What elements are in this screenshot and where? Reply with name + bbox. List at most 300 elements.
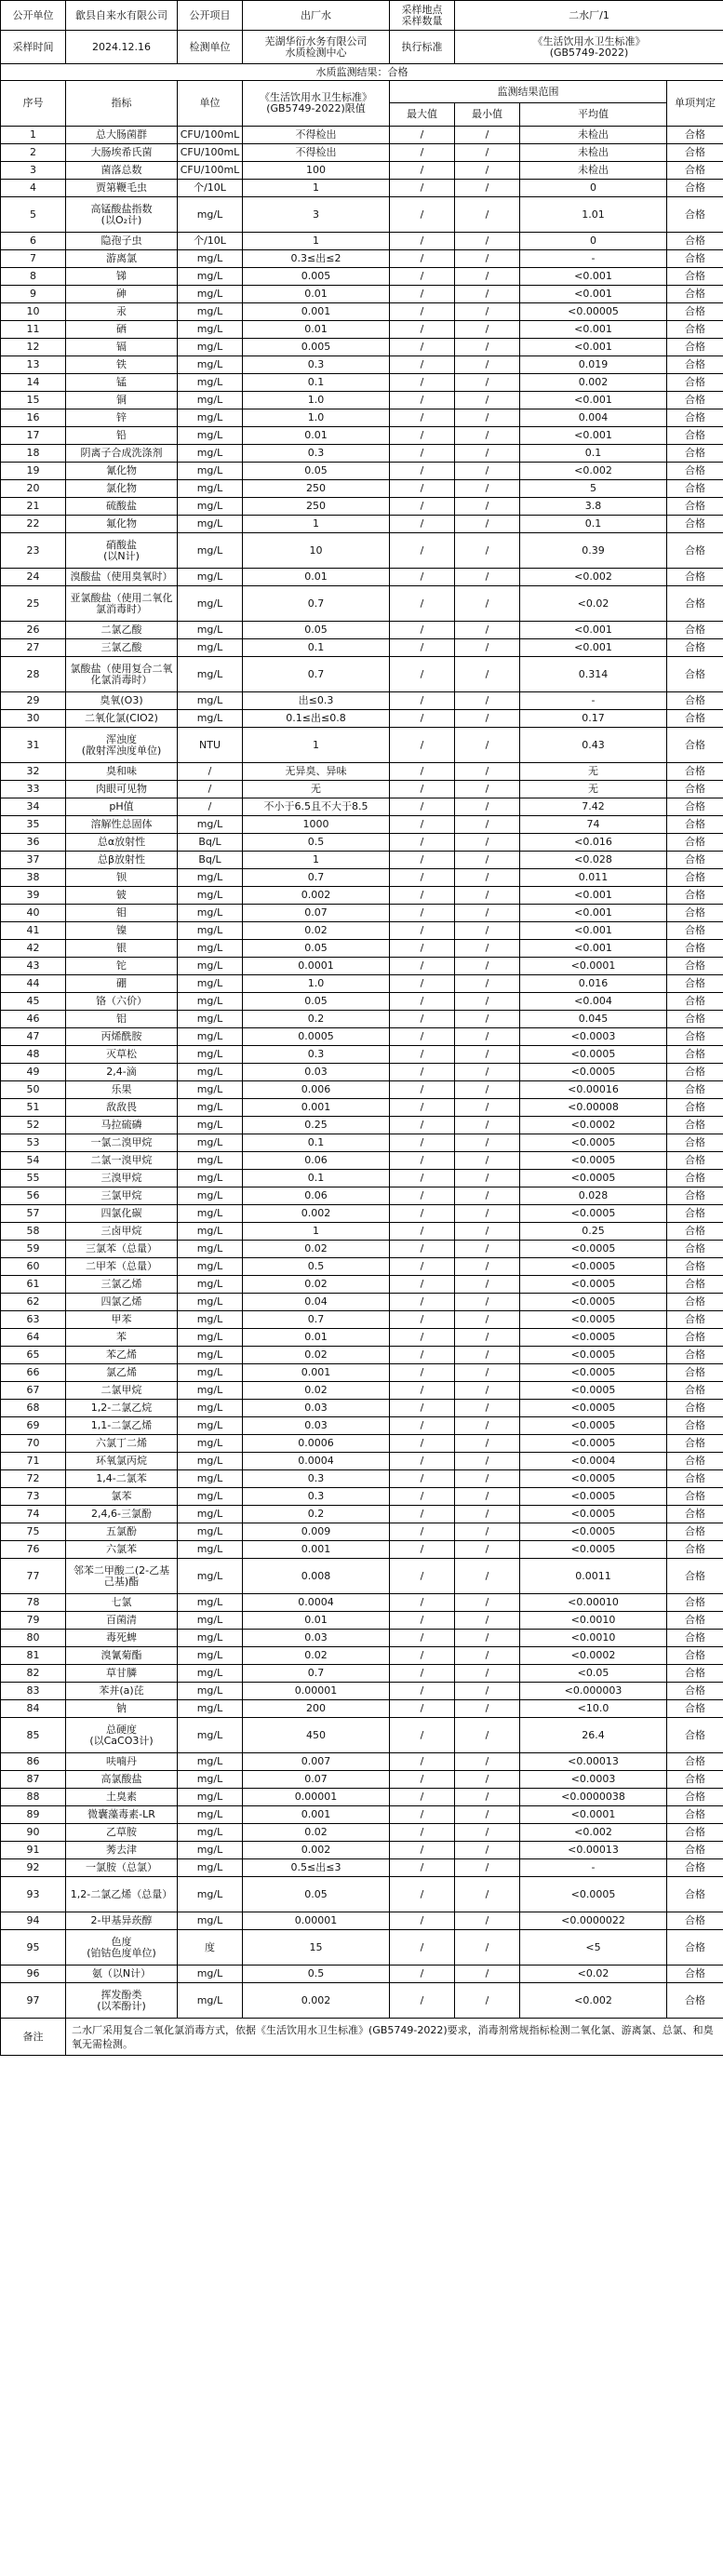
min-value: /: [455, 834, 520, 852]
indicator-name: 苯并(a)芘: [66, 1683, 178, 1700]
limit-value: 0.05: [243, 463, 390, 480]
limit-value: 出≤0.3: [243, 692, 390, 710]
min-value: /: [455, 1700, 520, 1718]
table-row: [1, 127, 723, 144]
table-row: [1, 1506, 723, 1523]
judgement: 合格: [667, 1223, 723, 1241]
min-value: /: [455, 162, 520, 180]
judgement: 合格: [667, 816, 723, 834]
indicator-name: 钼: [66, 905, 178, 922]
table-row: [1, 1117, 723, 1134]
limit-value: 0.5≤出≤3: [243, 1859, 390, 1877]
judgement: 合格: [667, 922, 723, 940]
unit: CFU/100mL: [178, 144, 243, 162]
unit: mg/L: [178, 586, 243, 622]
indicator-name: 隐孢子虫: [66, 233, 178, 250]
judgement: 合格: [667, 1612, 723, 1630]
max-value: /: [390, 852, 455, 869]
limit-value: 0.1≤出≤0.8: [243, 710, 390, 728]
table-row: [1, 1594, 723, 1612]
table-row: [1, 392, 723, 409]
unit: mg/L: [178, 887, 243, 905]
avg-value: 74: [520, 816, 667, 834]
row-no: 13: [1, 356, 66, 374]
avg-value: 未检出: [520, 162, 667, 180]
row-no: 18: [1, 445, 66, 463]
min-value: /: [455, 1753, 520, 1771]
min-value: /: [455, 1258, 520, 1276]
unit: mg/L: [178, 1152, 243, 1170]
max-value: /: [390, 1011, 455, 1028]
max-value: /: [390, 905, 455, 922]
judgement: 合格: [667, 356, 723, 374]
table-row: [1, 1347, 723, 1364]
indicator-name: 七氯: [66, 1594, 178, 1612]
table-row: [1, 657, 723, 692]
limit-value: 10: [243, 533, 390, 569]
indicator-name: 铍: [66, 887, 178, 905]
max-value: /: [390, 1488, 455, 1506]
row-no: 54: [1, 1152, 66, 1170]
limit-value: 0.1: [243, 1170, 390, 1187]
judgement: 合格: [667, 1683, 723, 1700]
indicator-name: 2-甲基异莰醇: [66, 1912, 178, 1930]
avg-value: 0.016: [520, 975, 667, 993]
judgement: 合格: [667, 1470, 723, 1488]
row-no: 77: [1, 1559, 66, 1594]
table-row: [1, 1382, 723, 1400]
row-no: 63: [1, 1311, 66, 1329]
min-value: /: [455, 1241, 520, 1258]
avg-value: <0.0005: [520, 1382, 667, 1400]
limit-value: 0.006: [243, 1081, 390, 1099]
min-value: /: [455, 1134, 520, 1152]
avg-value: <0.02: [520, 1966, 667, 1983]
table-row: [1, 958, 723, 975]
col-name: 指标: [66, 81, 178, 127]
limit-value: 0.3: [243, 356, 390, 374]
header-row-2: [1, 31, 723, 64]
row-no: 81: [1, 1647, 66, 1665]
unit: mg/L: [178, 1559, 243, 1594]
limit-value: 0.007: [243, 1753, 390, 1771]
max-value: /: [390, 1311, 455, 1329]
min-value: /: [455, 1205, 520, 1223]
table-row: [1, 639, 723, 657]
unit: mg/L: [178, 1506, 243, 1523]
unit: mg/L: [178, 374, 243, 392]
table-row: [1, 463, 723, 480]
avg-value: -: [520, 692, 667, 710]
max-value: /: [390, 975, 455, 993]
max-value: /: [390, 816, 455, 834]
std-label: 执行标准: [390, 31, 455, 64]
min-value: /: [455, 781, 520, 798]
table-row: [1, 1983, 723, 2019]
limit-value: 0.5: [243, 1966, 390, 1983]
unit: mg/L: [178, 1382, 243, 1400]
max-value: /: [390, 1400, 455, 1417]
limit-value: 0.0004: [243, 1453, 390, 1470]
row-no: 83: [1, 1683, 66, 1700]
row-no: 66: [1, 1364, 66, 1382]
judgement: 合格: [667, 1842, 723, 1859]
row-no: 72: [1, 1470, 66, 1488]
indicator-name: 三氯乙烯: [66, 1276, 178, 1294]
table-row: [1, 1134, 723, 1152]
table-row: [1, 798, 723, 816]
limit-value: 0.3: [243, 1470, 390, 1488]
unit: mg/L: [178, 1241, 243, 1258]
unit: mg/L: [178, 1170, 243, 1187]
table-row: [1, 710, 723, 728]
indicator-name: 灭草松: [66, 1046, 178, 1064]
max-value: /: [390, 1470, 455, 1488]
avg-value: <0.0001: [520, 958, 667, 975]
avg-value: 0.1: [520, 516, 667, 533]
max-value: /: [390, 1417, 455, 1435]
limit-value: 0.2: [243, 1011, 390, 1028]
table-row: [1, 1612, 723, 1630]
avg-value: <10.0: [520, 1700, 667, 1718]
limit-value: 0.008: [243, 1559, 390, 1594]
avg-value: 0.17: [520, 710, 667, 728]
row-no: 10: [1, 303, 66, 321]
avg-value: <0.00005: [520, 303, 667, 321]
indicator-name: 三氯苯（总量）: [66, 1241, 178, 1258]
col-avg: 平均值: [520, 103, 667, 127]
max-value: /: [390, 1276, 455, 1294]
limit-value: 0.07: [243, 905, 390, 922]
indicator-name: 2,4-滴: [66, 1064, 178, 1081]
row-no: 9: [1, 286, 66, 303]
unit: mg/L: [178, 922, 243, 940]
indicator-name: 1,4-二氯苯: [66, 1470, 178, 1488]
indicator-name: 氯化物: [66, 480, 178, 498]
avg-value: 0.314: [520, 657, 667, 692]
min-value: /: [455, 392, 520, 409]
unit: mg/L: [178, 1311, 243, 1329]
limit-value: 无异臭、异味: [243, 763, 390, 781]
indicator-name: 五氯酚: [66, 1523, 178, 1541]
col-unit: 单位: [178, 81, 243, 127]
judgement: 合格: [667, 1966, 723, 1983]
judgement: 合格: [667, 374, 723, 392]
indicator-name: 锑: [66, 268, 178, 286]
avg-value: <0.0005: [520, 1435, 667, 1453]
indicator-name: 氰化物: [66, 463, 178, 480]
judgement: 合格: [667, 586, 723, 622]
max-value: /: [390, 1170, 455, 1187]
row-no: 76: [1, 1541, 66, 1559]
avg-value: <0.05: [520, 1665, 667, 1683]
row-no: 45: [1, 993, 66, 1011]
indicator-name: 钡: [66, 869, 178, 887]
table-row: [1, 1859, 723, 1877]
avg-value: 26.4: [520, 1718, 667, 1753]
min-value: /: [455, 427, 520, 445]
judgement: 合格: [667, 763, 723, 781]
judgement: 合格: [667, 622, 723, 639]
limit-value: 0.01: [243, 1612, 390, 1630]
indicator-name: 铁: [66, 356, 178, 374]
row-no: 17: [1, 427, 66, 445]
row-no: 85: [1, 1718, 66, 1753]
table-row: [1, 940, 723, 958]
avg-value: <0.00016: [520, 1081, 667, 1099]
avg-value: <0.0003: [520, 1028, 667, 1046]
row-no: 29: [1, 692, 66, 710]
row-no: 1: [1, 127, 66, 144]
min-value: /: [455, 250, 520, 268]
limit-value: 0.02: [243, 1382, 390, 1400]
max-value: /: [390, 162, 455, 180]
row-no: 39: [1, 887, 66, 905]
avg-value: <0.0005: [520, 1294, 667, 1311]
table-row: [1, 1064, 723, 1081]
limit-value: 0.05: [243, 1877, 390, 1912]
min-value: /: [455, 286, 520, 303]
table-row: [1, 993, 723, 1011]
row-no: 55: [1, 1170, 66, 1187]
judgement: 合格: [667, 1311, 723, 1329]
limit-value: 0.001: [243, 1541, 390, 1559]
max-value: /: [390, 1382, 455, 1400]
max-value: /: [390, 887, 455, 905]
min-value: /: [455, 498, 520, 516]
row-no: 25: [1, 586, 66, 622]
judgement: 合格: [667, 1347, 723, 1364]
unit: mg/L: [178, 1223, 243, 1241]
indicator-name: 总β放射性: [66, 852, 178, 869]
judgement: 合格: [667, 1877, 723, 1912]
table-row: [1, 1187, 723, 1205]
judgement: 合格: [667, 1400, 723, 1417]
limit-value: 250: [243, 480, 390, 498]
min-value: /: [455, 1647, 520, 1665]
judgement: 合格: [667, 993, 723, 1011]
avg-value: <0.0002: [520, 1647, 667, 1665]
indicator-name: 一氯胺（总氯）: [66, 1859, 178, 1877]
min-value: /: [455, 197, 520, 233]
table-row: [1, 427, 723, 445]
avg-value: <0.001: [520, 622, 667, 639]
limit-value: 0.03: [243, 1417, 390, 1435]
row-no: 84: [1, 1700, 66, 1718]
row-no: 12: [1, 339, 66, 356]
org-value: 芜湖华衍水务有限公司 水质检测中心: [243, 31, 390, 64]
judgement: 合格: [667, 1134, 723, 1152]
unit: mg/L: [178, 1612, 243, 1630]
unit: mg/L: [178, 1417, 243, 1435]
judgement: 合格: [667, 1665, 723, 1683]
table-row: [1, 1824, 723, 1842]
limit-value: 0.00001: [243, 1789, 390, 1806]
limit-value: 1: [243, 1223, 390, 1241]
unit: mg/L: [178, 692, 243, 710]
avg-value: <0.00013: [520, 1842, 667, 1859]
judgement: 合格: [667, 127, 723, 144]
unit: 度: [178, 1930, 243, 1966]
org-label: 检测单位: [178, 31, 243, 64]
indicator-name: pH值: [66, 798, 178, 816]
max-value: /: [390, 922, 455, 940]
judgement: 合格: [667, 1205, 723, 1223]
limit-value: 15: [243, 1930, 390, 1966]
indicator-name: 阴离子合成洗涤剂: [66, 445, 178, 463]
max-value: /: [390, 1435, 455, 1453]
avg-value: <0.0003: [520, 1771, 667, 1789]
max-value: /: [390, 1347, 455, 1364]
unit: mg/L: [178, 1983, 243, 2019]
avg-value: <0.00010: [520, 1594, 667, 1612]
max-value: /: [390, 763, 455, 781]
table-row: [1, 480, 723, 498]
judgement: 合格: [667, 445, 723, 463]
row-no: 56: [1, 1187, 66, 1205]
avg-value: <0.0005: [520, 1364, 667, 1382]
row-no: 94: [1, 1912, 66, 1930]
unit: mg/L: [178, 533, 243, 569]
limit-value: 100: [243, 162, 390, 180]
unit: mg/L: [178, 869, 243, 887]
max-value: /: [390, 1117, 455, 1134]
unit: mg/L: [178, 710, 243, 728]
avg-value: <0.0005: [520, 1523, 667, 1541]
table-row: [1, 1753, 723, 1771]
limit-value: 0.01: [243, 569, 390, 586]
table-row: [1, 975, 723, 993]
row-no: 41: [1, 922, 66, 940]
unit: mg/L: [178, 816, 243, 834]
row-no: 62: [1, 1294, 66, 1311]
table-row: [1, 445, 723, 463]
limit-value: 0.7: [243, 869, 390, 887]
limit-value: 0.0004: [243, 1594, 390, 1612]
min-value: /: [455, 233, 520, 250]
limit-value: 0.25: [243, 1117, 390, 1134]
max-value: /: [390, 869, 455, 887]
judgement: 合格: [667, 233, 723, 250]
indicator-name: 二氧化氯(ClO2): [66, 710, 178, 728]
judgement: 合格: [667, 1046, 723, 1064]
judgement: 合格: [667, 1081, 723, 1099]
avg-value: 0.002: [520, 374, 667, 392]
judgement: 合格: [667, 1630, 723, 1647]
row-no: 57: [1, 1205, 66, 1223]
max-value: /: [390, 1665, 455, 1683]
row-no: 30: [1, 710, 66, 728]
indicator-name: 总硬度 (以CaCO3计): [66, 1718, 178, 1753]
min-value: /: [455, 586, 520, 622]
row-no: 79: [1, 1612, 66, 1630]
max-value: /: [390, 533, 455, 569]
max-value: /: [390, 1205, 455, 1223]
avg-value: <0.0005: [520, 1170, 667, 1187]
limit-value: 无: [243, 781, 390, 798]
table-row: [1, 1912, 723, 1930]
avg-value: <0.0005: [520, 1417, 667, 1435]
limit-value: 0.002: [243, 1205, 390, 1223]
unit: mg/L: [178, 1081, 243, 1099]
row-no: 48: [1, 1046, 66, 1064]
indicator-name: 铜: [66, 392, 178, 409]
min-value: /: [455, 1311, 520, 1329]
row-no: 19: [1, 463, 66, 480]
unit: mg/L: [178, 1470, 243, 1488]
avg-value: 未检出: [520, 144, 667, 162]
row-no: 35: [1, 816, 66, 834]
avg-value: <0.0004: [520, 1453, 667, 1470]
table-row: [1, 286, 723, 303]
limit-value: 0.04: [243, 1294, 390, 1311]
indicator-name: 四氯乙烯: [66, 1294, 178, 1311]
row-no: 69: [1, 1417, 66, 1435]
table-row: [1, 569, 723, 586]
row-no: 8: [1, 268, 66, 286]
row-no: 36: [1, 834, 66, 852]
judgement: 合格: [667, 1258, 723, 1276]
judgement: 合格: [667, 180, 723, 197]
judgement: 合格: [667, 1541, 723, 1559]
min-value: /: [455, 657, 520, 692]
indicator-name: 三溴甲烷: [66, 1170, 178, 1187]
min-value: /: [455, 728, 520, 763]
indicator-name: 六氯苯: [66, 1541, 178, 1559]
min-value: /: [455, 1630, 520, 1647]
table-row: [1, 1541, 723, 1559]
max-value: /: [390, 958, 455, 975]
judgement: 合格: [667, 569, 723, 586]
limit-value: 0.0001: [243, 958, 390, 975]
max-value: /: [390, 1223, 455, 1241]
row-no: 42: [1, 940, 66, 958]
min-value: /: [455, 1983, 520, 2019]
min-value: /: [455, 710, 520, 728]
indicator-name: 铝: [66, 1011, 178, 1028]
avg-value: <0.0005: [520, 1347, 667, 1364]
max-value: /: [390, 1630, 455, 1647]
row-no: 78: [1, 1594, 66, 1612]
unit: mg/L: [178, 1046, 243, 1064]
max-value: /: [390, 339, 455, 356]
limit-value: 1: [243, 852, 390, 869]
limit-value: 0.03: [243, 1064, 390, 1081]
max-value: /: [390, 1046, 455, 1064]
judgement: 合格: [667, 1594, 723, 1612]
unit: mg/L: [178, 958, 243, 975]
max-value: /: [390, 940, 455, 958]
min-value: /: [455, 763, 520, 781]
unit: mg/L: [178, 1134, 243, 1152]
unit: mg/L: [178, 1364, 243, 1382]
unit: mg/L: [178, 1842, 243, 1859]
unit: mg/L: [178, 1771, 243, 1789]
limit-value: 0.01: [243, 427, 390, 445]
max-value: /: [390, 1258, 455, 1276]
indicator-name: 大肠埃希氏菌: [66, 144, 178, 162]
avg-value: <0.00013: [520, 1753, 667, 1771]
unit: mg/L: [178, 1912, 243, 1930]
avg-value: <0.0005: [520, 1152, 667, 1170]
indicator-name: 二氯一溴甲烷: [66, 1152, 178, 1170]
min-value: /: [455, 1966, 520, 1983]
row-no: 27: [1, 639, 66, 657]
avg-value: <0.002: [520, 569, 667, 586]
table-row: [1, 1417, 723, 1435]
table-row: [1, 321, 723, 339]
unit: mg/L: [178, 356, 243, 374]
